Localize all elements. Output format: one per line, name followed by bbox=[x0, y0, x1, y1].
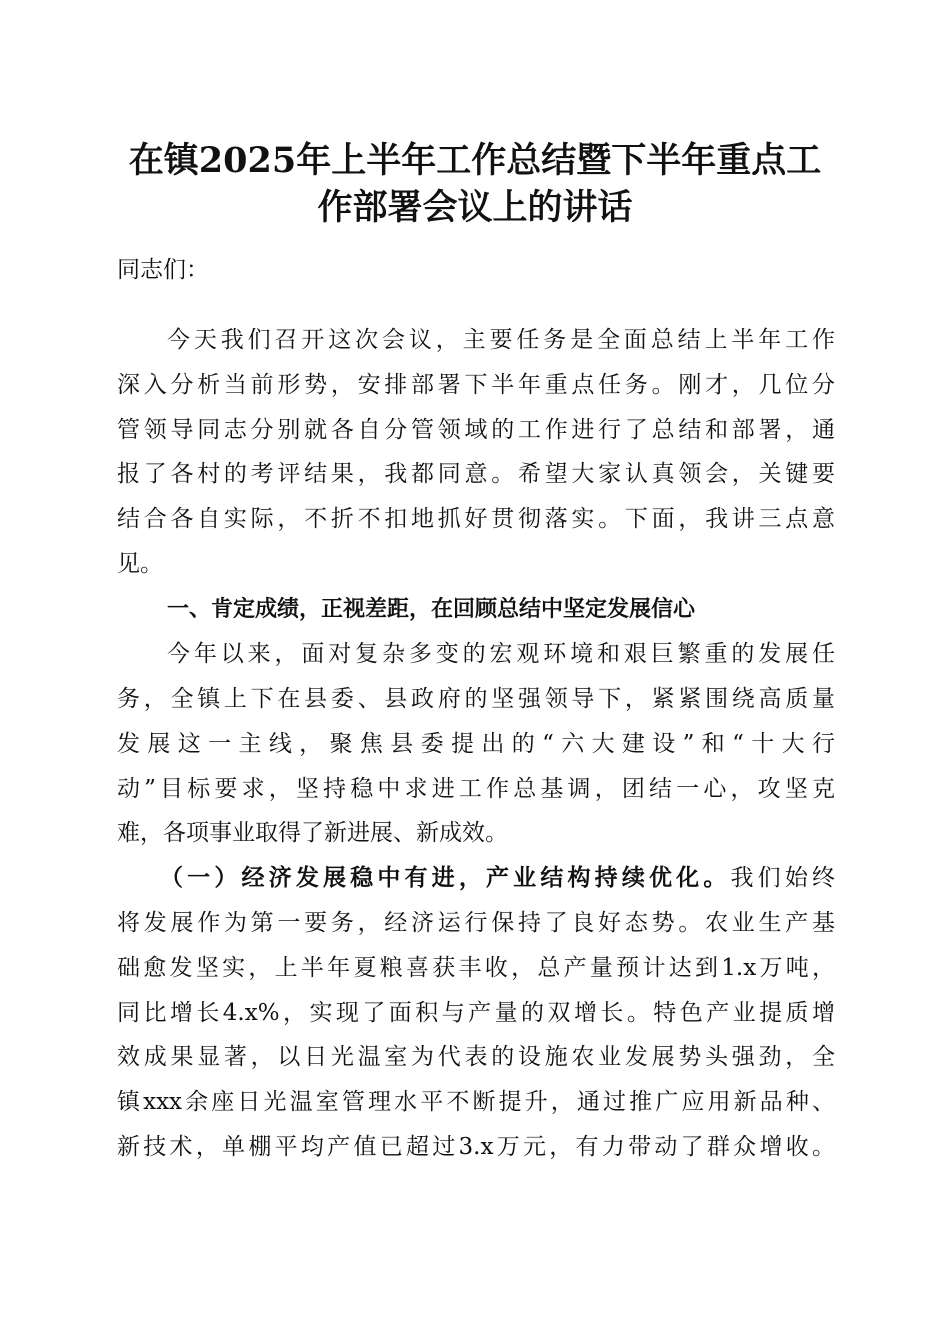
subsection-1-heading: （一）经济发展稳中有进，产业结构持续优化。 bbox=[160, 864, 731, 891]
section-1-line-2: 务，全镇上下在县委、县政府的坚强领导下，紧紧围绕高质量 bbox=[117, 686, 835, 712]
intro-line-6: 见。 bbox=[117, 551, 163, 577]
intro-line-2: 深入分析当前形势，安排部署下半年重点任务。刚才，几位分 bbox=[117, 372, 835, 398]
document-title-line-1: 在镇2025年上半年工作总结暨下半年重点工 bbox=[128, 140, 822, 181]
intro-line-1: 今天我们召开这次会议，主要任务是全面总结上半年工作 bbox=[167, 327, 835, 353]
section-1-line-1: 今年以来，面对复杂多变的宏观环境和艰巨繁重的发展任 bbox=[167, 641, 835, 667]
intro-line-3: 管领导同志分别就各自分管领域的工作进行了总结和部署，通 bbox=[117, 417, 835, 443]
section-1-line-3: 发展这一主线，聚焦县委提出的“六大建设”和“十大行 bbox=[117, 731, 835, 757]
subsection-1-line-5: 镇xxx余座日光温室管理水平不断提升，通过推广应用新品种、 bbox=[117, 1089, 835, 1115]
section-1-line-4: 动”目标要求，坚持稳中求进工作总基调，团结一心，攻坚克 bbox=[117, 776, 835, 802]
subsection-1-line-4: 效成果显著，以日光温室为代表的设施农业发展势头强劲，全 bbox=[117, 1044, 835, 1070]
subsection-1-line-1: 将发展作为第一要务，经济运行保持了良好态势。农业生产基 bbox=[117, 910, 835, 936]
subsection-1-first-line-rest: 我们始终 bbox=[730, 865, 836, 891]
subsection-1-first-line bbox=[160, 858, 835, 898]
subsection-1-line-6: 新技术，单棚平均产值已超过3.x万元，有力带动了群众增收。 bbox=[117, 1134, 835, 1160]
subsection-1-line-3: 同比增长4.x%，实现了面积与产量的双增长。特色产业提质增 bbox=[117, 1000, 835, 1026]
section-1-line-5: 难，各项事业取得了新进展、新成效。 bbox=[117, 820, 508, 846]
section-1-heading: 一、肯定成绩，正视差距，在回顾总结中坚定发展信心 bbox=[167, 597, 696, 622]
subsection-1-line-2: 础愈发坚实，上半年夏粮喜获丰收，总产量预计达到1.x万吨， bbox=[117, 955, 835, 981]
intro-line-5: 结合各自实际，不折不扣地抓好贯彻落实。下面，我讲三点意 bbox=[117, 506, 835, 532]
document-title-line-2: 作部署会议上的讲话 bbox=[317, 187, 633, 228]
salutation: 同志们： bbox=[117, 257, 209, 283]
intro-line-4: 报了各村的考评结果，我都同意。希望大家认真领会，关键要 bbox=[117, 461, 835, 487]
